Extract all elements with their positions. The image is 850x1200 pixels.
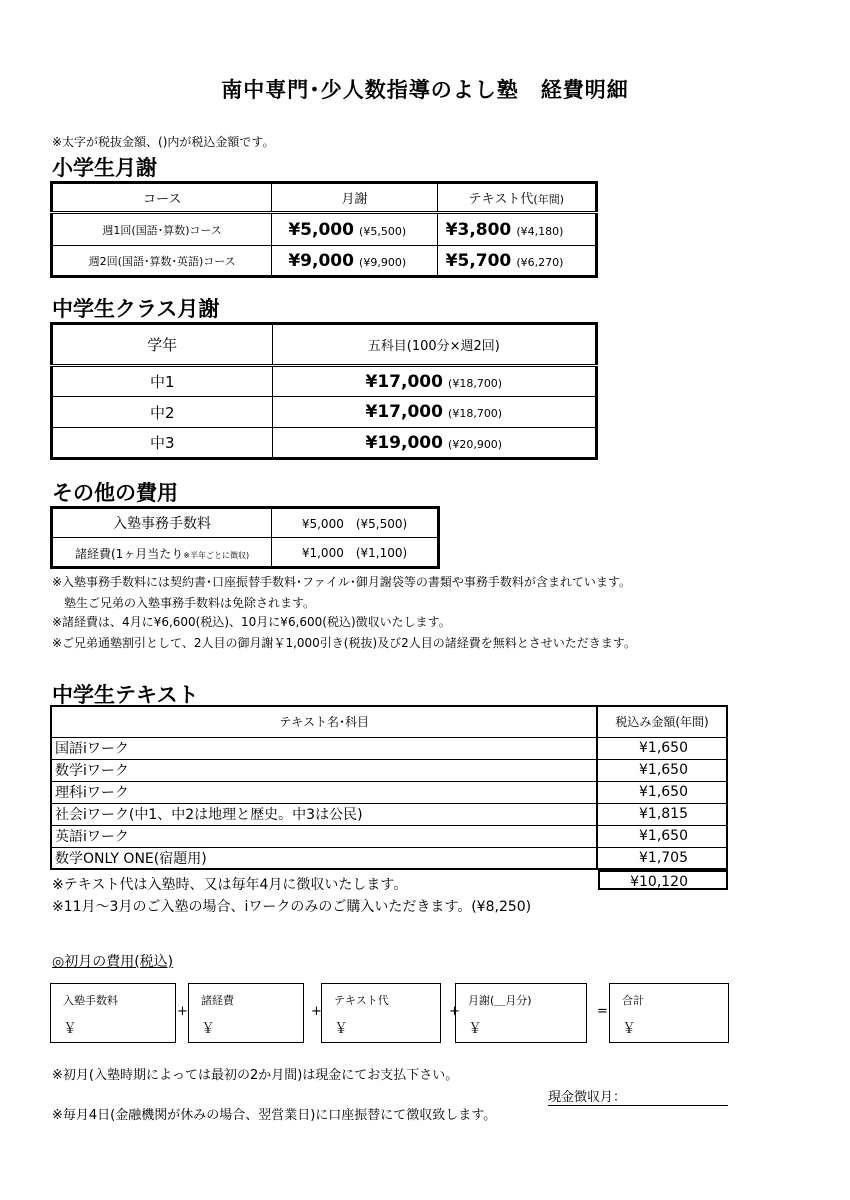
text-name: 数学ONLY ONE(宿題用) [51, 847, 597, 869]
table-row [52, 538, 439, 568]
course-name: 週1回(国語･算数)コース [52, 213, 272, 246]
misc-fee-label-cell [52, 538, 272, 568]
misc-fee-sub: ※半年ごとに徴収) [183, 550, 250, 560]
header-five-subjects: 五科目(100分×週2回) [272, 324, 596, 366]
text-price: ¥1,650 [597, 825, 727, 847]
middle-table [50, 322, 598, 460]
transfer-note: ※毎月4日(金融機関が休みの場合、翌営業日)に口座振替にて徴収致します。 [52, 1108, 497, 1123]
enrollment-fee-label: 入塾事務手数料 [52, 508, 272, 538]
table-row [51, 781, 727, 803]
elementary-header-row [52, 183, 597, 213]
texts-table [50, 705, 728, 870]
fee-value: ¥17,000 [365, 371, 443, 392]
text-fee-tax: (¥6,270) [516, 255, 564, 269]
text-name: 国語iワーク [51, 737, 597, 759]
monthly-fee-box [455, 983, 587, 1043]
plus-sign: + [311, 1004, 322, 1019]
first-month-heading: ◎初月の費用(税込) [52, 954, 174, 970]
table-row [52, 246, 597, 277]
header-text-fee [437, 183, 596, 213]
misc-fee-label: 諸経費(1ヶ月当たり [74, 546, 184, 561]
yen-sign: ￥ [201, 1021, 215, 1037]
fee-cell [272, 246, 437, 277]
text-name: 数学iワーク [51, 759, 597, 781]
elementary-table [50, 181, 598, 278]
text-fee-cell [437, 246, 596, 277]
table-row [52, 213, 597, 246]
table-row [51, 759, 727, 781]
course-name: 週2回(国語･算数･英語)コース [52, 246, 272, 277]
header-course: コース [52, 183, 272, 213]
enrollment-fee-box [50, 983, 176, 1043]
grade-cell: 中1 [52, 366, 273, 397]
fee-value: ¥9,000 [288, 250, 354, 271]
fee-cell [272, 397, 596, 428]
tax-note: ※太字が税抜金額、()内が税込金額です。 [52, 135, 275, 149]
plus-sign: + [177, 1004, 188, 1019]
text-fee-box [321, 983, 441, 1043]
fee-value: ¥5,000 [288, 219, 354, 240]
header-text-fee-period: (年間) [533, 193, 564, 206]
fee-cell [272, 213, 437, 246]
text-fee-value: ¥5,700 [445, 250, 512, 271]
yen-sign: ￥ [334, 1021, 348, 1037]
other-heading: その他の費用 [52, 481, 178, 505]
enrollment-fee-value: ¥5,000 (¥5,500) [272, 508, 439, 538]
box-label: 入塾手数料 [63, 994, 118, 1007]
misc-fee-box [188, 983, 304, 1043]
total-box [609, 983, 729, 1043]
text-price: ¥1,705 [597, 847, 727, 869]
texts-total-note: ※テキスト代は入塾時、又は毎年4月に徴収いたします。 [52, 877, 408, 893]
other-note: ※ご兄弟通塾割引として、2人目の御月謝￥1,000引き(税抜)及び2人目の諸経費を無料とさせいただきます。 [52, 636, 636, 650]
table-row [51, 737, 727, 759]
text-price: ¥1,650 [597, 781, 727, 803]
text-fee-cell [437, 213, 596, 246]
fee-tax: (¥5,500) [359, 224, 407, 238]
fee-tax: (¥18,700) [448, 407, 503, 420]
middle-header-row [52, 324, 597, 366]
grade-cell: 中2 [52, 397, 273, 428]
header-grade: 学年 [52, 324, 273, 366]
fee-cell [272, 428, 596, 459]
yen-sign: ￥ [468, 1021, 482, 1037]
text-price: ¥1,815 [597, 803, 727, 825]
elementary-heading: 小学生月謝 [52, 156, 157, 180]
misc-fee-value: ¥1,000 (¥1,100) [272, 538, 439, 568]
header-price: 税込み金額(年間) [597, 706, 727, 737]
table-row [51, 847, 727, 869]
texts-heading: 中学生テキスト [52, 683, 199, 707]
yen-sign: ￥ [622, 1021, 636, 1037]
fee-cell [272, 366, 596, 397]
fee-tax: (¥20,900) [448, 437, 503, 451]
texts-header-row [51, 706, 727, 737]
box-label: 合計 [622, 994, 644, 1007]
box-label: 月謝(＿月分) [468, 994, 532, 1007]
texts-total: ¥10,120 [598, 870, 728, 890]
texts-note: ※11月～3月のご入塾の場合、iワークのみのご購入いただきます。(¥8,250) [52, 899, 532, 915]
table-row [52, 397, 597, 428]
payment-note: ※初月(入塾時期によっては最初の2か月間)は現金にてお支払下さい。 [52, 1068, 459, 1083]
text-fee-tax: (¥4,180) [516, 224, 564, 238]
table-row [51, 803, 727, 825]
text-name: 英語iワーク [51, 825, 597, 847]
box-label: 諸経費 [201, 994, 234, 1007]
fee-tax: (¥18,700) [448, 376, 503, 390]
text-price: ¥1,650 [597, 737, 727, 759]
text-fee-value: ¥3,800 [445, 219, 512, 240]
cash-collection-month: 現金徴収月： [548, 1086, 728, 1106]
fee-tax: (¥9,900) [359, 255, 407, 269]
table-row [52, 428, 597, 459]
other-note: ※諸経費は、4月に¥6,600(税込)、10月に¥6,600(税込)徴収いたします。 [52, 615, 451, 629]
header-text-name: テキスト名･科目 [51, 706, 597, 737]
text-name: 社会iワーク(中1、中2は地理と歴史。中3は公民) [51, 803, 597, 825]
table-row [51, 825, 727, 847]
header-fee: 月謝 [272, 183, 437, 213]
header-text-fee-label: テキスト代 [468, 192, 534, 207]
fee-value: ¥19,000 [365, 432, 443, 453]
other-note: 塾生ご兄弟の入塾事務手数料は免除されます。 [52, 596, 316, 610]
other-fees-table [50, 506, 440, 569]
page-title: 南中専門･少人数指導のよし塾 経費明細 [221, 78, 629, 102]
grade-cell: 中3 [52, 428, 273, 459]
plus-sign: + [449, 1004, 460, 1019]
equals-sign: = [597, 1004, 608, 1019]
middle-heading: 中学生クラス月謝 [52, 297, 220, 321]
text-name: 理科iワーク [51, 781, 597, 803]
other-note: ※入塾事務手数料には契約書･口座振替手数料･ファイル･御月謝袋等の書類や事務手数料が含まれています。 [52, 575, 631, 589]
yen-sign: ￥ [63, 1021, 77, 1037]
table-row [52, 508, 439, 538]
box-label: テキスト代 [334, 994, 389, 1007]
text-price: ¥1,650 [597, 759, 727, 781]
table-row [52, 366, 597, 397]
fee-value: ¥17,000 [365, 402, 443, 422]
